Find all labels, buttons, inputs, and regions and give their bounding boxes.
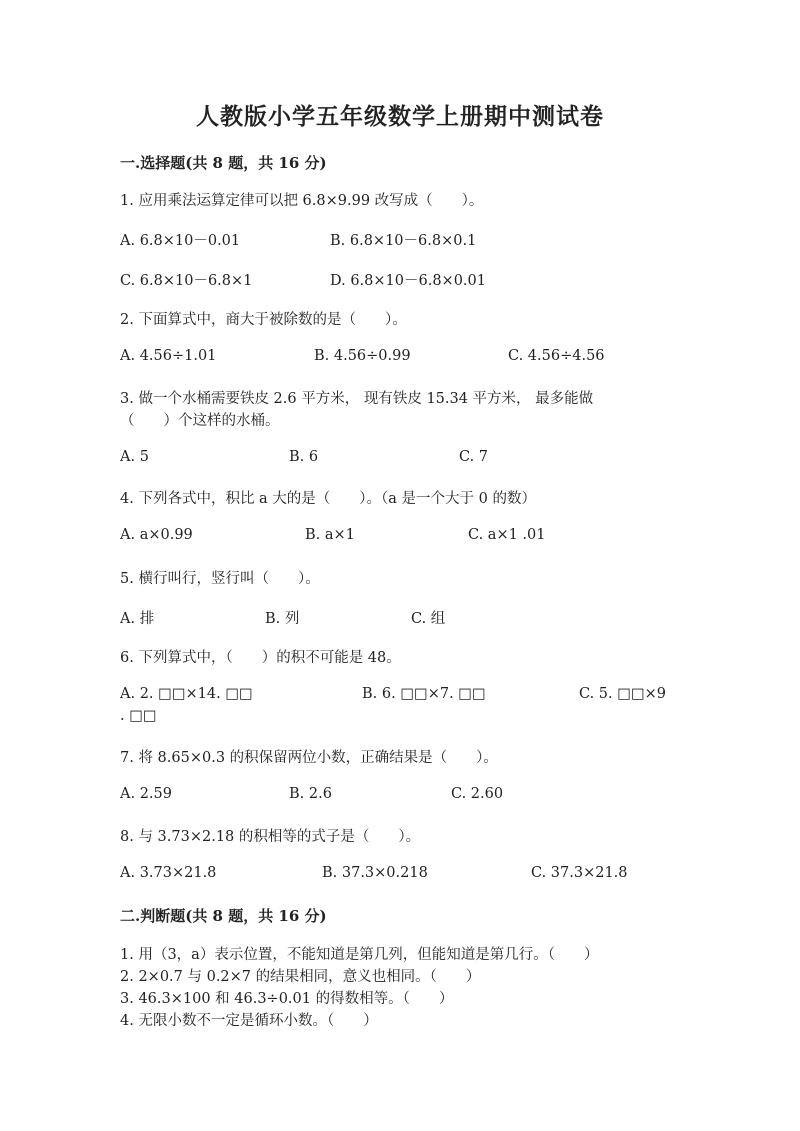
page-title: 人教版小学五年级数学上册期中测试卷 — [196, 103, 604, 130]
tf-item-4: 4. 无限小数不一定是循环小数。（ ） — [120, 1013, 378, 1029]
question-4: 4. 下列各式中，积比 a 大的是（ ）。（a 是一个大于 0 的数） — [120, 491, 537, 507]
section-heading-choice: 一.选择题(共 8 题，共 16 分) — [120, 154, 327, 172]
q3-option-c: C. 7 — [459, 449, 489, 465]
question-8: 8. 与 3.73×2.18 的积相等的式子是（ ）。 — [120, 829, 421, 845]
question-1: 1. 应用乘法运算定律可以把 6.8×9.99 改写成（ ）。 — [120, 193, 484, 209]
q4-option-b: B. a×1 — [305, 527, 355, 543]
question-5: 5. 横行叫行，竖行叫（ ）。 — [120, 571, 320, 587]
q5-option-a: A. 排 — [120, 611, 155, 627]
question-3-line-2: （ ）个这样的水桶。 — [120, 413, 280, 429]
q8-option-a: A. 3.73×21.8 — [120, 865, 217, 881]
q4-option-c: C. a×1 .01 — [468, 527, 546, 543]
q1-option-a: A. 6.8×10－0.01 — [120, 233, 241, 249]
q5-option-b: B. 列 — [265, 611, 300, 627]
section-heading-true-false: 二.判断题(共 8 题，共 16 分) — [120, 907, 327, 925]
q4-option-a: A. a×0.99 — [120, 527, 193, 543]
q2-option-c: C. 4.56÷4.56 — [508, 348, 605, 364]
q3-option-a: A. 5 — [120, 449, 149, 465]
q6-option-a: A. 2. □□×14. □□ — [120, 686, 253, 702]
q8-option-c: C. 37.3×21.8 — [531, 865, 628, 881]
q6-option-c-continuation: . □□ — [120, 708, 157, 724]
q2-option-b: B. 4.56÷0.99 — [314, 348, 411, 364]
question-2: 2. 下面算式中，商大于被除数的是（ ）。 — [120, 312, 407, 328]
q1-option-c: C. 6.8×10－6.8×1 — [120, 273, 253, 289]
question-6: 6. 下列算式中，（ ）的积不可能是 48。 — [120, 650, 401, 666]
q3-option-b: B. 6 — [289, 449, 319, 465]
question-7: 7. 将 8.65×0.3 的积保留两位小数，正确结果是（ ）。 — [120, 750, 498, 766]
tf-item-1: 1. 用（3，a）表示位置，不能知道是第几列，但能知道是第几行。（ ） — [120, 947, 599, 963]
question-3-line-1: 3. 做一个水桶需要铁皮 2.6 平方米， 现有铁皮 15.34 平方米， 最多能做 — [120, 391, 594, 407]
q1-option-d: D. 6.8×10－6.8×0.01 — [330, 273, 486, 289]
q7-option-c: C. 2.60 — [451, 786, 504, 802]
tf-item-3: 3. 46.3×100 和 46.3÷0.01 的得数相等。（ ） — [120, 991, 454, 1007]
q6-option-c: C. 5. □□×9 — [579, 686, 667, 702]
tf-item-2: 2. 2×0.7 与 0.2×7 的结果相同，意义也相同。（ ） — [120, 969, 481, 985]
q6-option-b: B. 6. □□×7. □□ — [362, 686, 486, 702]
q2-option-a: A. 4.56÷1.01 — [120, 348, 217, 364]
q1-option-b: B. 6.8×10－6.8×0.1 — [330, 233, 477, 249]
q7-option-b: B. 2.6 — [289, 786, 332, 802]
q7-option-a: A. 2.59 — [120, 786, 172, 802]
q8-option-b: B. 37.3×0.218 — [322, 865, 428, 881]
q5-option-c: C. 组 — [411, 611, 446, 627]
